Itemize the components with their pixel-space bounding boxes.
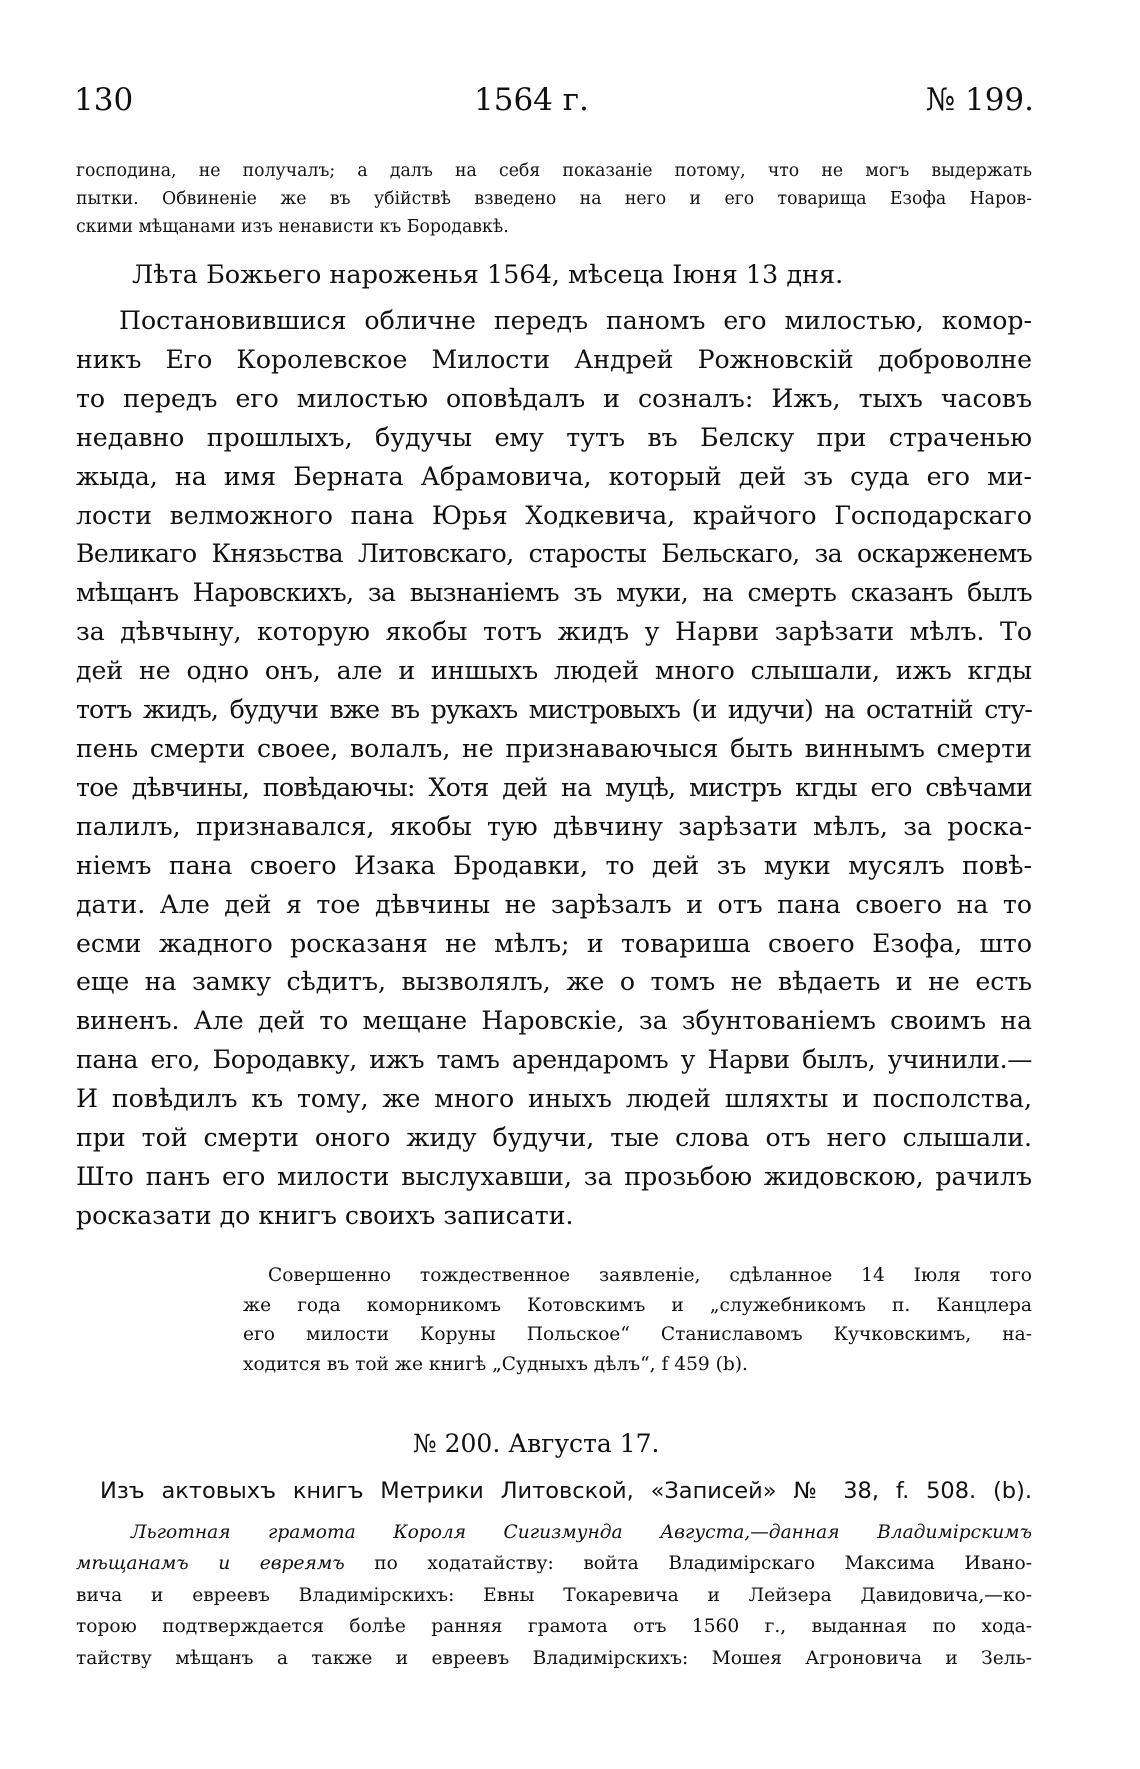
source-reference: Изъ актовыхъ книгъ Метрики Литовской, «Записей» № 38, f. 508. (b).	[100, 1478, 1032, 1504]
text-line: никъ Его Королевское Милости Андрей Рожновскій доброволне	[76, 344, 1032, 374]
document-summary	[76, 1517, 1032, 1674]
text-line: Постановившися обличне передъ паномъ его милостью, комор-	[119, 306, 1032, 335]
text-line: Совершенно тождественное заявленіе, сдѣланное 14 Іюля того	[268, 1265, 1032, 1286]
text-line: еще на замку сѣдитъ, вызволялъ, же о томъ не вѣдаеть и не есть	[76, 967, 1032, 997]
text-line: господина, не получалъ; а далъ на себя показаніе потому, что не могъ выдержать	[76, 161, 1032, 181]
summary-text-fragment: по ходатайству: войта Владимірскаго Максима Ивано-	[344, 1553, 1032, 1575]
page-header	[74, 80, 1034, 120]
summary-italic-fragment: мѣщанамъ и евреямъ	[76, 1553, 345, 1575]
text-line: вича и евреевъ Владимірскихъ: Евны Токаревича и Лейзера Давидовича,—ко-	[76, 1584, 1032, 1606]
text-line: И повѣдилъ къ тому, же много иныхъ людей шляхты и посполства,	[76, 1084, 1032, 1114]
text-line	[76, 1548, 1032, 1579]
text-line: тое дѣвчины, повѣдаючы: Хотя дей на муцѣ, мистръ кгды его свѣчами	[76, 772, 1032, 802]
text-line: за дѣвчыну, которую якобы тотъ жидъ у Нарви зарѣзати мѣлъ. То	[76, 617, 1032, 647]
text-line: тайству мѣщанъ а также и евреевъ Владимірскихъ: Мошея Агроновича и Зель-	[76, 1647, 1032, 1669]
next-document-heading: № 200. Августа 17.	[413, 1429, 660, 1458]
text-line: ніемъ пана своего Изака Бродавки, то дей зъ муки мусялъ повѣ-	[76, 850, 1032, 880]
main-text	[76, 302, 1032, 1236]
text-line: пытки. Обвиненіе же въ убійствѣ взведено на него и его товарища Езофа Наров-	[76, 189, 1032, 209]
text-line: скими мѣщанами изъ ненависти къ Бородавкѣ.	[76, 217, 509, 237]
intro-paragraph	[76, 157, 1032, 241]
text-line: пана его, Бородавку, ижъ тамъ арендаромъ у Нарви былъ, учинили.—	[76, 1045, 1032, 1075]
text-line: виненъ. Але дей то мещане Наровскіе, за збунтованіемъ своимъ на	[76, 1006, 1032, 1036]
text-line: пень смерти своее, волалъ, не признаваючыся быть виннымъ смерти	[76, 733, 1032, 763]
text-line: ходится въ той же книгѣ „Судныхъ дѣлъ“, f 459 (b).	[243, 1353, 748, 1375]
text-line: мѣщанъ Наровскихъ, за вызнаніемъ зъ муки, на смерть сказанъ былъ	[76, 578, 1032, 608]
text-line: дати. Але дей я тое дѣвчины не зарѣзалъ и отъ пана своего на то	[76, 889, 1032, 919]
text-line: недавно прошлыхъ, будучы ему тутъ въ Белску при страченью	[76, 422, 1032, 452]
text-line: дей не одно онъ, але и иншыхъ людей много слышали, ижъ кгды	[76, 656, 1032, 686]
date-line: Лѣта Божьего нароженья 1564, мѣсеца Іюня 13 дня.	[132, 260, 844, 290]
text-line: при той смерти оного жиду будучи, тые слова отъ него слышали.	[76, 1123, 1032, 1153]
footnote-paragraph	[243, 1261, 1032, 1379]
text-line: то передъ его милостью оповѣдалъ и созналъ: Ижъ, тыхъ часовъ	[76, 383, 1032, 413]
text-line: Льготная грамота Короля Сигизмунда Августа,—данная Владимірскимъ	[131, 1522, 1032, 1543]
text-line: росказати до книгъ своихъ записати.	[76, 1200, 574, 1230]
text-line: Великаго Князьства Литовскаго, старосты Бельскаго, за оскарженемъ	[76, 539, 1032, 569]
header-document-number: № 199.	[925, 82, 1034, 118]
text-line: Што панъ его милости выслухавши, за прозьбою жидовскою, рачилъ	[76, 1161, 1032, 1191]
text-line: его милости Коруны Польское“ Станиславомъ Кучковскимъ, на-	[243, 1324, 1032, 1346]
text-line: тотъ жидъ, будучи вже въ рукахъ мистровыхъ (и идучи) на остатній сту-	[76, 695, 1032, 725]
text-line: же года коморникомъ Котовскимъ и „служебникомъ п. Канцлера	[243, 1294, 1032, 1316]
text-line: торою подтверждается болѣе ранняя грамота отъ 1560 г., выданная по хода-	[76, 1616, 1032, 1638]
text-line: есми жадного росказаня не мѣлъ; и товариша своего Езофа, што	[76, 928, 1032, 958]
text-line: лости велможного пана Юрья Ходкевича, крайчого Господарскаго	[76, 500, 1032, 530]
header-year: 1564 г.	[474, 82, 589, 118]
page-number: 130	[74, 82, 134, 118]
text-line: палилъ, признавался, якобы тую дѣвчину зарѣзати мѣлъ, за роска-	[76, 811, 1032, 841]
text-line: жыда, на имя Берната Абрамовича, который дей зъ суда его ми-	[76, 461, 1032, 491]
